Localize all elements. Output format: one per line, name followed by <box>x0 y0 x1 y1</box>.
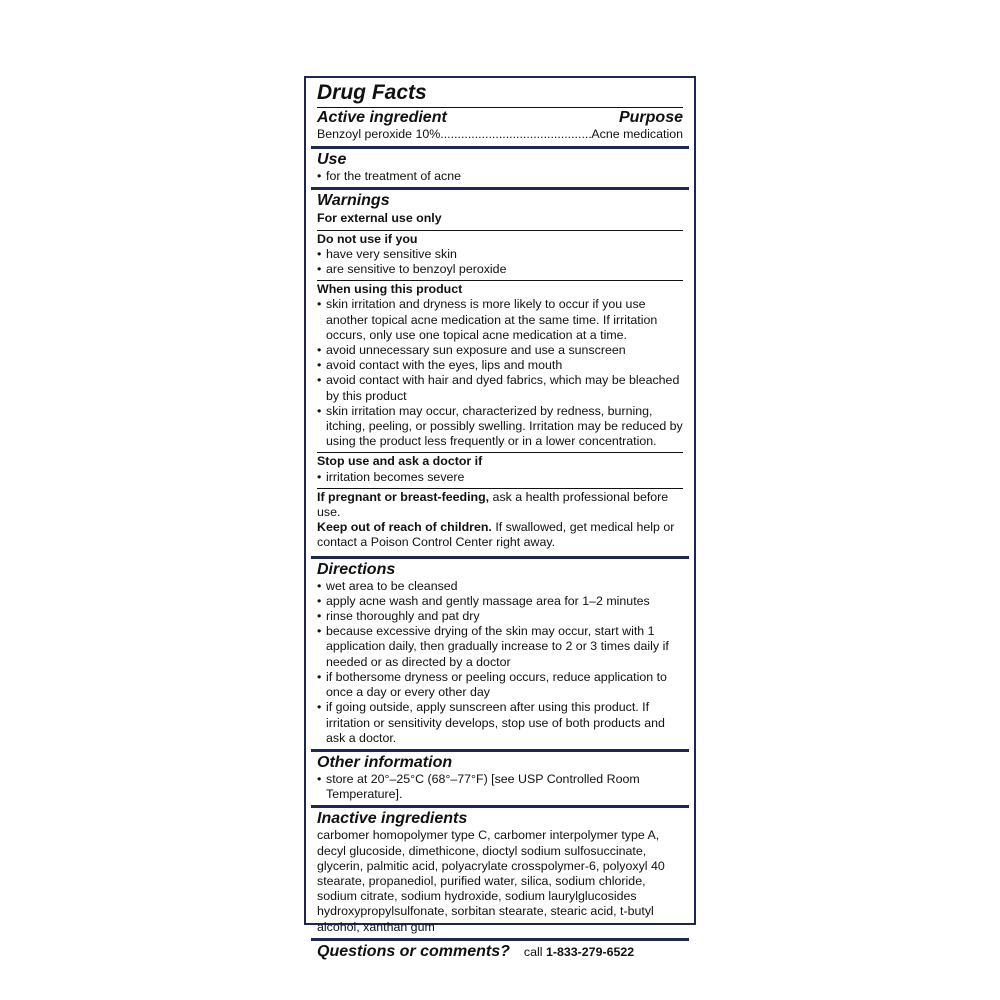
directions-list <box>317 579 683 746</box>
list-item: • because excessive drying of the skin may occur, start with 1 application daily, then gradually increase to 2 or 3 times daily if needed or as directed by a doctor <box>317 624 683 670</box>
purpose-heading: Purpose <box>618 109 683 126</box>
list-item: • have very sensitive skin <box>317 247 683 262</box>
list-item: • avoid contact with hair and dyed fabrics, which may be bleached by this product <box>317 373 683 403</box>
other-information-heading: Other information <box>317 753 453 771</box>
use-list <box>317 169 683 184</box>
other-information-section <box>311 752 689 808</box>
list-item: • avoid unnecessary sun exposure and use a sunscreen <box>317 343 683 358</box>
list-item: • store at 20°–25°C (68°–77°F) [see USP Controlled Room Temperature]. <box>317 772 683 802</box>
list-item: • rinse thoroughly and pat dry <box>317 609 683 624</box>
list-item: • skin irritation may occur, characterized by redness, burning, itching, peeling, or possibly swelling. Irritation may be reduced by using the product less frequently or in a lower concentration. <box>317 404 683 450</box>
leader-dots <box>440 127 591 142</box>
active-ingredient-header <box>317 108 683 127</box>
active-ingredient-section <box>311 80 689 149</box>
questions-heading: Questions or comments? <box>317 942 510 960</box>
external-use-notice: For external use only <box>317 211 442 226</box>
list-item: • are sensitive to benzoyl peroxide <box>317 262 683 277</box>
list-item: • irritation becomes severe <box>317 470 683 485</box>
active-ingredient-heading: Active ingredient <box>317 109 447 126</box>
active-ingredient-name: Benzoyl peroxide 10% <box>317 127 441 141</box>
call-line <box>524 945 634 959</box>
children-label: Keep out of reach of children. <box>317 520 492 535</box>
children-text: If swallowed, get medical help or contact a Poison Control Center right away. <box>317 520 675 550</box>
list-item: • if bothersome dryness or peeling occurs, reduce application to once a day or every other day <box>317 670 683 700</box>
drug-facts-panel <box>304 76 696 960</box>
use-heading: Use <box>317 151 347 169</box>
list-item: • apply acne wash and gently massage area for 1–2 minutes <box>317 594 683 609</box>
warnings-heading: Warnings <box>317 192 390 210</box>
use-section <box>311 149 689 190</box>
list-item: • skin irritation and dryness is more likely to occur if you use another topical acne medication at the same time. If irritation occurs, only use one topical acne medication at a time. <box>317 297 683 343</box>
questions-row <box>317 942 683 961</box>
do-not-use-block <box>317 231 683 280</box>
list-item: • wet area to be cleansed <box>317 579 683 594</box>
when-using-heading: When using this product <box>317 282 463 297</box>
questions-section <box>311 941 689 961</box>
inactive-ingredients-heading: Inactive ingredients <box>317 810 468 828</box>
active-ingredient-purpose: Acne medication <box>591 127 683 141</box>
list-item: • if going outside, apply sunscreen after using this product. If irritation or sensitivity develops, stop use of both products and ask a doctor. <box>317 700 683 746</box>
drug-facts-title: Drug Facts <box>317 81 427 104</box>
warnings-section <box>311 190 689 558</box>
pregnant-label: If pregnant or breast-feeding, <box>317 489 490 504</box>
stop-use-list <box>317 470 683 485</box>
list-item: • avoid contact with the eyes, lips and mouth <box>317 358 683 373</box>
stop-use-block <box>317 453 683 486</box>
active-ingredient-row <box>317 127 683 142</box>
phone-number: 1-833-279-6522 <box>545 944 635 959</box>
pregnant-text: ask a health professional before use. <box>317 489 669 520</box>
directions-heading: Directions <box>317 560 396 578</box>
other-information-list <box>317 772 683 802</box>
call-label: call <box>523 944 543 959</box>
pregnant-notice <box>317 489 683 553</box>
inactive-ingredients-section <box>311 808 689 940</box>
when-using-block <box>317 281 683 451</box>
do-not-use-list <box>317 247 683 277</box>
inactive-ingredients-text: carbomer homopolymer type C, carbomer interpolymer type A, decyl glucoside, dimethicone, dioctyl sodium sulfosuccinate, glycerin, palmitic acid, polyacrylate crosspolymer-6, polyoxyl 40 stearate, propanediol, purified water, silica, sodium chloride, sodium citrate, sodium hydroxide, sodium laurylglucosides hydroxypropylsulfonate, sorbitan stearate, stearic acid, t-butyl alcohol, xanthan gum <box>317 828 665 934</box>
do-not-use-heading: Do not use if you <box>317 231 418 246</box>
directions-section <box>311 559 689 752</box>
when-using-list <box>317 297 683 449</box>
list-item: • for the treatment of acne <box>317 169 683 184</box>
stop-use-heading: Stop use and ask a doctor if <box>317 454 483 469</box>
